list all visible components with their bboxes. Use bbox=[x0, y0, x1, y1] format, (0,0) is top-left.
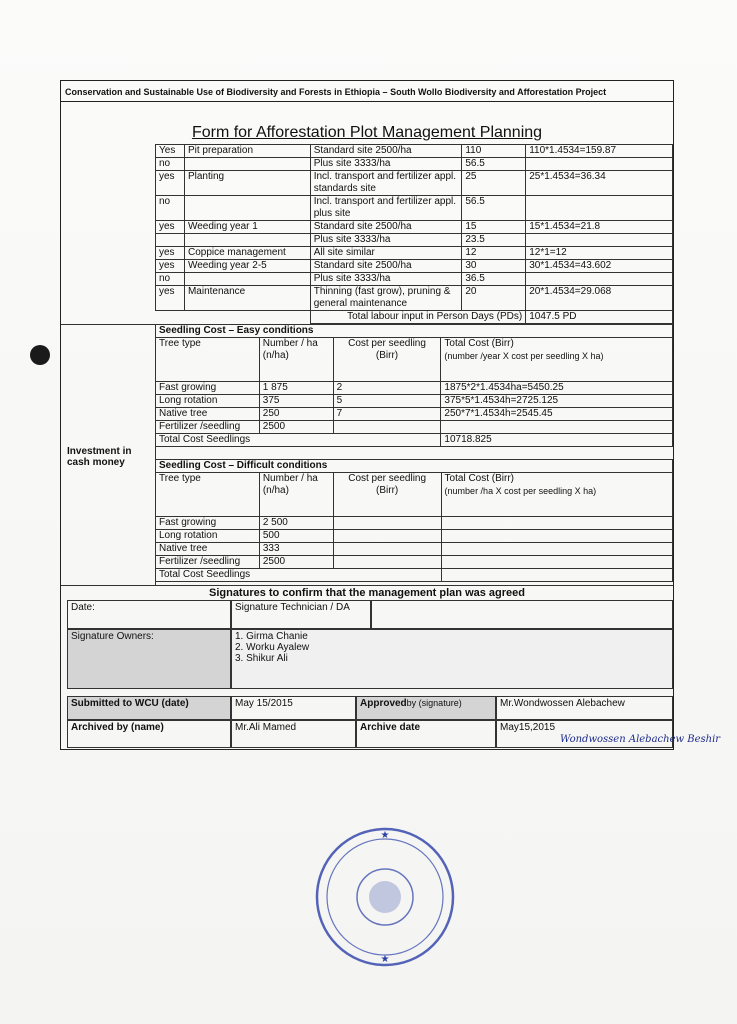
technician-label: Signature Technician / DA bbox=[231, 600, 371, 629]
difficult-number: 2 500 bbox=[259, 517, 333, 530]
labour-total-value: 1047.5 PD bbox=[526, 311, 673, 324]
difficult-row bbox=[156, 517, 673, 530]
labour-pd: 20 bbox=[462, 286, 526, 311]
labour-flag: no bbox=[156, 158, 185, 171]
labour-calc: 15*1.4534=21.8 bbox=[526, 221, 673, 234]
svg-text:★: ★ bbox=[380, 830, 390, 841]
labour-flag: yes bbox=[156, 247, 185, 260]
difficult-cost bbox=[333, 543, 441, 556]
investment-label: Investment in cash money bbox=[67, 446, 132, 468]
easy-cost: 2 bbox=[333, 382, 441, 395]
labour-pd: 30 bbox=[462, 260, 526, 273]
easy-cost: 7 bbox=[333, 408, 441, 421]
easy-number: 375 bbox=[259, 395, 333, 408]
easy-cost bbox=[333, 421, 441, 434]
labour-pd: 15 bbox=[462, 221, 526, 234]
form-title: Form for Afforestation Plot Management Planning bbox=[191, 124, 543, 141]
labour-row bbox=[156, 158, 673, 171]
easy-row bbox=[156, 395, 673, 408]
labour-flag: no bbox=[156, 273, 185, 286]
archive-date-label: Archive date bbox=[356, 720, 496, 748]
easy-total: 375*5*1.4534h=2725.125 bbox=[441, 395, 673, 408]
punch-hole bbox=[30, 345, 50, 365]
difficult-type: Native tree bbox=[156, 543, 260, 556]
archived-by-value: Mr.Ali Mamed bbox=[231, 720, 356, 748]
approved-value: Mr.Wondwossen Alebachew bbox=[496, 696, 673, 720]
signatures-heading: Signatures to confirm that the management plan was agreed bbox=[208, 587, 525, 599]
labour-calc bbox=[526, 234, 673, 247]
approved-label: Approvedby (signature) bbox=[356, 696, 496, 720]
easy-col-tree: Tree type bbox=[156, 338, 260, 382]
labour-activity: Weeding year 1 bbox=[184, 221, 310, 234]
difficult-cost bbox=[333, 556, 441, 569]
difficult-type: Long rotation bbox=[156, 530, 260, 543]
difficult-cost bbox=[333, 517, 441, 530]
labour-row bbox=[156, 234, 673, 247]
easy-row bbox=[156, 421, 673, 434]
easy-col-cost: Cost per seedling (Birr) bbox=[333, 338, 441, 382]
labour-row bbox=[156, 260, 673, 273]
labour-table bbox=[155, 144, 673, 324]
difficult-type: Fertilizer /seedling bbox=[156, 556, 260, 569]
easy-total-label: Total Cost Seedlings bbox=[156, 434, 441, 447]
labour-calc: 30*1.4534=43.602 bbox=[526, 260, 673, 273]
labour-flag: yes bbox=[156, 260, 185, 273]
easy-cost: 5 bbox=[333, 395, 441, 408]
labour-activity: Pit preparation bbox=[184, 145, 310, 158]
labour-pd: 25 bbox=[462, 171, 526, 196]
easy-type: Long rotation bbox=[156, 395, 260, 408]
difficult-row bbox=[156, 556, 673, 569]
labour-activity: Planting bbox=[184, 171, 310, 196]
form-frame bbox=[60, 80, 674, 750]
labour-calc: 25*1.4534=36.34 bbox=[526, 171, 673, 196]
submitted-value: May 15/2015 bbox=[231, 696, 356, 720]
labour-site: Incl. transport and fertilizer appl. plus site bbox=[310, 196, 462, 221]
labour-row bbox=[156, 286, 673, 311]
labour-pd: 56.5 bbox=[462, 158, 526, 171]
labour-pd: 110 bbox=[462, 145, 526, 158]
labour-pd: 12 bbox=[462, 247, 526, 260]
easy-number: 2500 bbox=[259, 421, 333, 434]
difficult-number: 333 bbox=[259, 543, 333, 556]
labour-pd: 56.5 bbox=[462, 196, 526, 221]
labour-site: Plus site 3333/ha bbox=[310, 273, 462, 286]
labour-flag bbox=[156, 234, 185, 247]
easy-seedling-table bbox=[155, 325, 673, 447]
labour-site: Standard site 2500/ha bbox=[310, 260, 462, 273]
difficult-row bbox=[156, 543, 673, 556]
labour-activity: Coppice management bbox=[184, 247, 310, 260]
labour-site: Plus site 3333/ha bbox=[310, 234, 462, 247]
owner-1: 1. Girma Chanie bbox=[235, 631, 308, 642]
technician-signature-box bbox=[371, 600, 673, 629]
labour-row bbox=[156, 221, 673, 234]
owners-label: Signature Owners: bbox=[67, 629, 231, 689]
easy-col-total: Total Cost (Birr) bbox=[444, 338, 514, 349]
labour-flag: no bbox=[156, 196, 185, 221]
labour-flag: yes bbox=[156, 171, 185, 196]
difficult-total bbox=[441, 543, 672, 556]
owner-2: 2. Worku Ayalew bbox=[235, 642, 310, 653]
easy-total: 1875*2*1.4534ha=5450.25 bbox=[441, 382, 673, 395]
labour-site: Standard site 2500/ha bbox=[310, 145, 462, 158]
signatures-section bbox=[61, 585, 673, 749]
owners-list bbox=[231, 629, 673, 689]
handwritten-signature: Wondwossen Alebachew Beshir bbox=[560, 734, 721, 745]
labour-row bbox=[156, 196, 673, 221]
labour-calc: 110*1.4534=159.87 bbox=[526, 145, 673, 158]
date-label: Date: bbox=[67, 600, 231, 629]
labour-activity: Maintenance bbox=[184, 286, 310, 311]
easy-total bbox=[441, 421, 673, 434]
labour-row bbox=[156, 247, 673, 260]
labour-calc bbox=[526, 196, 673, 221]
difficult-total bbox=[441, 530, 672, 543]
labour-site: Thinning (fast grow), pruning & general maintenance bbox=[310, 286, 462, 311]
labour-activity: Weeding year 2-5 bbox=[184, 260, 310, 273]
easy-number: 250 bbox=[259, 408, 333, 421]
difficult-seedling-table bbox=[155, 459, 673, 582]
difficult-col-total-note: (number /ha X cost per seedling X ha) bbox=[444, 486, 597, 496]
easy-row bbox=[156, 408, 673, 421]
labour-calc: 20*1.4534=29.068 bbox=[526, 286, 673, 311]
labour-site: Plus site 3333/ha bbox=[310, 158, 462, 171]
difficult-col-cost: Cost per seedling (Birr) bbox=[333, 473, 441, 517]
easy-total-value: 10718.825 bbox=[441, 434, 673, 447]
easy-type: Fast growing bbox=[156, 382, 260, 395]
owner-3: 3. Shikur Ali bbox=[235, 653, 288, 664]
labour-activity bbox=[184, 196, 310, 221]
archived-by-label: Archived by (name) bbox=[67, 720, 231, 748]
archive-date-value: May15,2015 bbox=[496, 720, 673, 748]
labour-activity bbox=[184, 273, 310, 286]
easy-type: Fertilizer /seedling bbox=[156, 421, 260, 434]
labour-row bbox=[156, 171, 673, 196]
easy-col-total-note: (number /year X cost per seedling X ha) bbox=[444, 351, 604, 361]
difficult-total bbox=[441, 517, 672, 530]
labour-row bbox=[156, 145, 673, 158]
labour-calc: 12*1=12 bbox=[526, 247, 673, 260]
difficult-col-total: Total Cost (Birr) bbox=[444, 473, 514, 484]
difficult-total-label: Total Cost Seedlings bbox=[156, 569, 442, 582]
labour-pd: 23.5 bbox=[462, 234, 526, 247]
labour-activity bbox=[184, 158, 310, 171]
easy-type: Native tree bbox=[156, 408, 260, 421]
difficult-type: Fast growing bbox=[156, 517, 260, 530]
difficult-total bbox=[441, 556, 672, 569]
labour-row bbox=[156, 273, 673, 286]
difficult-row bbox=[156, 530, 673, 543]
labour-site: Standard site 2500/ha bbox=[310, 221, 462, 234]
svg-text:★: ★ bbox=[380, 954, 390, 965]
difficult-col-number: Number / ha (n/ha) bbox=[259, 473, 333, 517]
labour-pd: 36.5 bbox=[462, 273, 526, 286]
difficult-cost bbox=[333, 530, 441, 543]
submitted-label: Submitted to WCU (date) bbox=[67, 696, 231, 720]
easy-number: 1 875 bbox=[259, 382, 333, 395]
labour-calc bbox=[526, 158, 673, 171]
easy-heading: Seedling Cost – Easy conditions bbox=[156, 325, 673, 338]
easy-total: 250*7*1.4534h=2545.45 bbox=[441, 408, 673, 421]
labour-flag: yes bbox=[156, 286, 185, 311]
official-stamp-seal bbox=[312, 824, 458, 970]
labour-site: Incl. transport and fertilizer appl. standards site bbox=[310, 171, 462, 196]
difficult-number: 2500 bbox=[259, 556, 333, 569]
easy-col-number: Number / ha (n/ha) bbox=[259, 338, 333, 382]
labour-activity bbox=[184, 234, 310, 247]
difficult-col-tree: Tree type bbox=[156, 473, 260, 517]
labour-total-label: Total labour input in Person Days (PDs) bbox=[310, 311, 525, 324]
difficult-heading: Seedling Cost – Difficult conditions bbox=[156, 460, 673, 473]
easy-row bbox=[156, 382, 673, 395]
labour-flag: Yes bbox=[156, 145, 185, 158]
labour-flag: yes bbox=[156, 221, 185, 234]
project-header: Conservation and Sustainable Use of Biodiversity and Forests in Ethiopia – South Wollo Biodiversity and Afforestation Project bbox=[61, 81, 673, 102]
labour-calc bbox=[526, 273, 673, 286]
labour-site: All site similar bbox=[310, 247, 462, 260]
difficult-number: 500 bbox=[259, 530, 333, 543]
investment-section bbox=[61, 324, 673, 585]
